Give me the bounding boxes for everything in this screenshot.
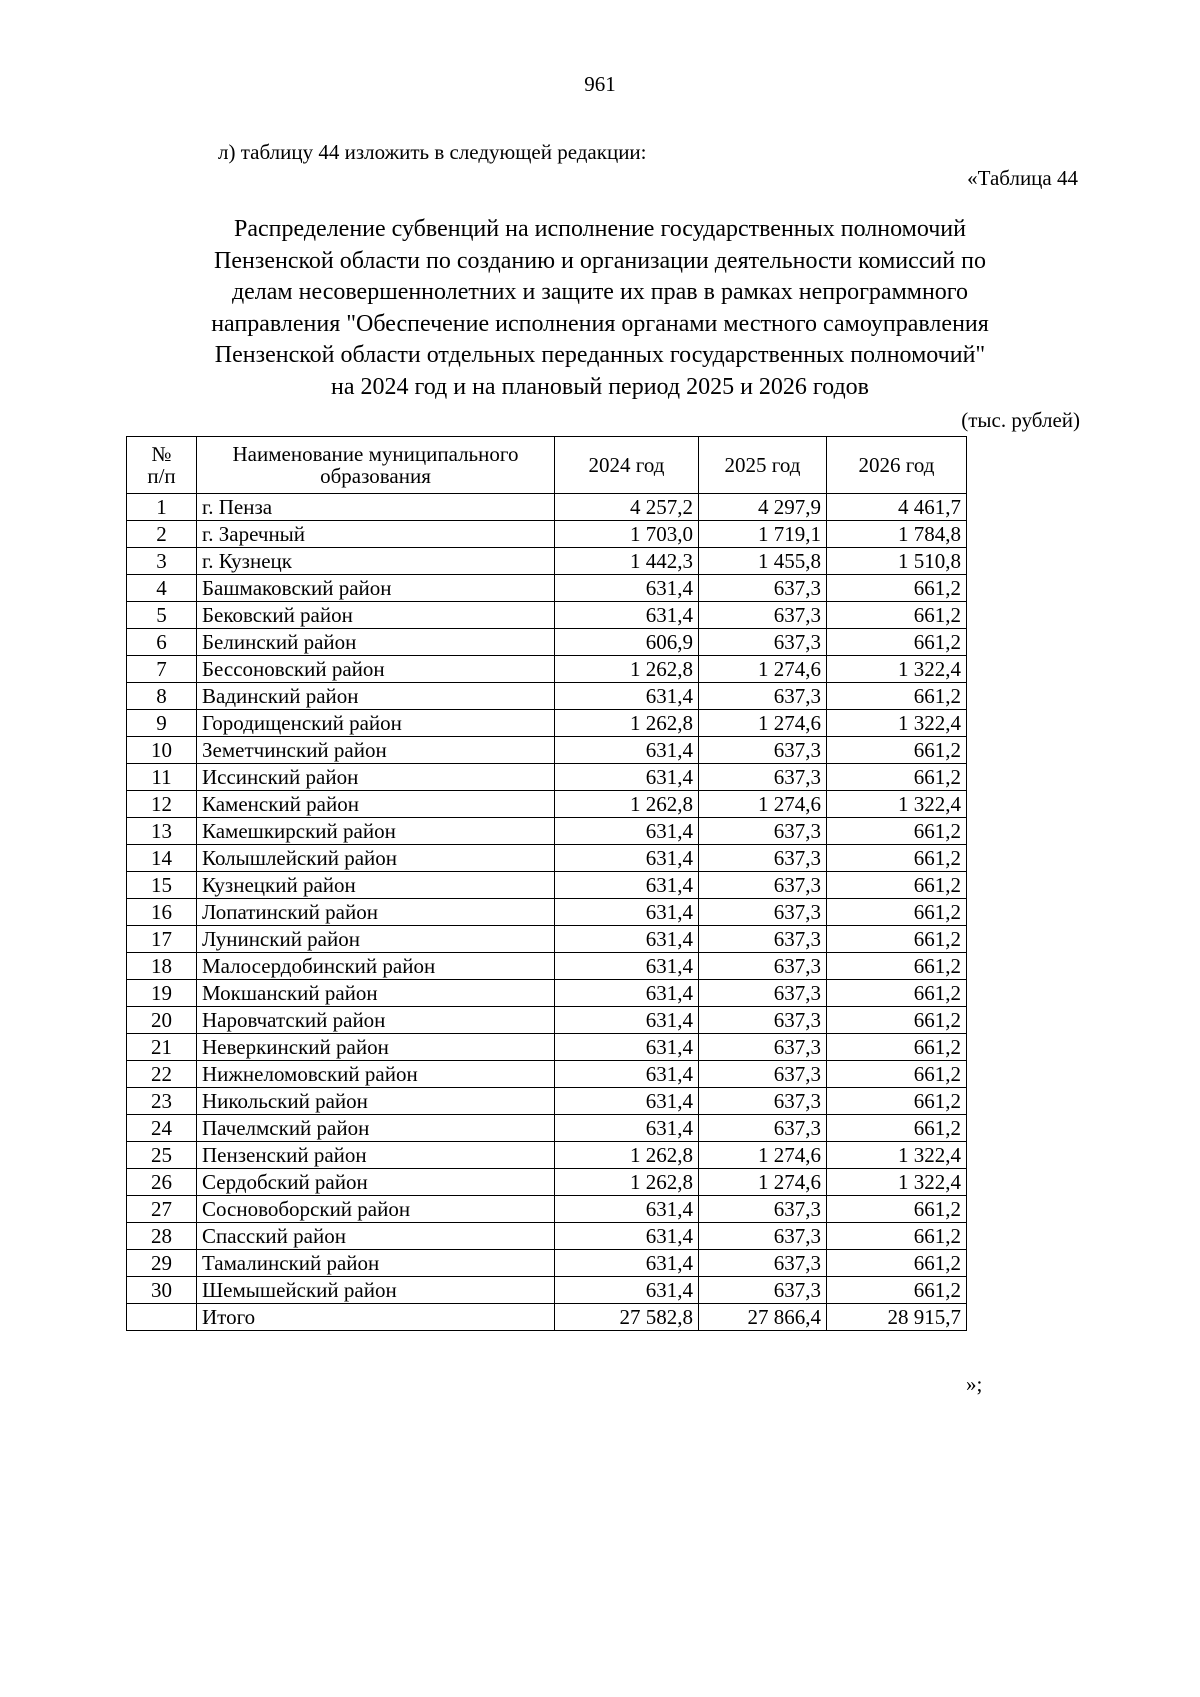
row-name: Бековский район — [197, 602, 555, 629]
table-label: «Таблица 44 — [967, 166, 1078, 190]
row-2024: 1 442,3 — [555, 548, 699, 575]
row-num: 19 — [127, 980, 197, 1007]
row-2025: 1 719,1 — [699, 521, 827, 548]
row-num: 2 — [127, 521, 197, 548]
row-2025: 637,3 — [699, 1115, 827, 1142]
row-2025: 637,3 — [699, 1250, 827, 1277]
table-row — [127, 899, 967, 926]
row-num: 17 — [127, 926, 197, 953]
title-line: Распределение субвенций на исполнение государственных полномочий — [234, 216, 966, 242]
row-2026: 661,2 — [827, 899, 967, 926]
row-2024: 631,4 — [555, 980, 699, 1007]
row-name: Сердобский район — [197, 1169, 555, 1196]
row-num: 24 — [127, 1115, 197, 1142]
table-row — [127, 926, 967, 953]
row-2025: 637,3 — [699, 764, 827, 791]
row-2024: 631,4 — [555, 953, 699, 980]
table-row — [127, 1115, 967, 1142]
row-name: Белинский район — [197, 629, 555, 656]
row-2026: 661,2 — [827, 1115, 967, 1142]
row-2026: 1 322,4 — [827, 710, 967, 737]
row-2024: 631,4 — [555, 1277, 699, 1304]
row-num: 18 — [127, 953, 197, 980]
row-num: 4 — [127, 575, 197, 602]
row-2026: 661,2 — [827, 1088, 967, 1115]
row-2024: 1 262,8 — [555, 791, 699, 818]
row-2024: 631,4 — [555, 1223, 699, 1250]
table-row — [127, 1034, 967, 1061]
row-2026: 661,2 — [827, 575, 967, 602]
row-2024: 631,4 — [555, 1007, 699, 1034]
row-num: 8 — [127, 683, 197, 710]
closing-quote: »; — [966, 1372, 983, 1396]
row-2025: 637,3 — [699, 872, 827, 899]
row-2025: 1 274,6 — [699, 1142, 827, 1169]
row-2026: 1 322,4 — [827, 1142, 967, 1169]
row-2025: 4 297,9 — [699, 494, 827, 521]
row-2025: 637,3 — [699, 1196, 827, 1223]
row-2024: 1 262,8 — [555, 710, 699, 737]
row-2025: 1 274,6 — [699, 1169, 827, 1196]
row-2025: 637,3 — [699, 1223, 827, 1250]
title-line: Пензенской области по созданию и организации деятельности комиссий по — [214, 247, 986, 274]
row-2024: 631,4 — [555, 1196, 699, 1223]
row-2026: 661,2 — [827, 1061, 967, 1088]
row-num: 9 — [127, 710, 197, 737]
table-row — [127, 1277, 967, 1304]
table-row — [127, 764, 967, 791]
row-num: 5 — [127, 602, 197, 629]
row-name: Башмаковский район — [197, 575, 555, 602]
table-row — [127, 737, 967, 764]
row-2025: 637,3 — [699, 899, 827, 926]
row-2026: 1 322,4 — [827, 791, 967, 818]
total-row — [127, 1304, 967, 1331]
row-2026: 661,2 — [827, 737, 967, 764]
row-2024: 631,4 — [555, 1115, 699, 1142]
row-2025: 637,3 — [699, 1277, 827, 1304]
row-2025: 637,3 — [699, 980, 827, 1007]
row-num: 11 — [127, 764, 197, 791]
row-name: Тамалинский район — [197, 1250, 555, 1277]
total-2026: 28 915,7 — [827, 1304, 967, 1331]
row-name: Мокшанский район — [197, 980, 555, 1007]
row-2025: 1 274,6 — [699, 791, 827, 818]
row-2025: 637,3 — [699, 683, 827, 710]
row-name: Иссинский район — [197, 764, 555, 791]
row-num: 15 — [127, 872, 197, 899]
header-2024: 2024 год — [555, 437, 699, 494]
table-row — [127, 602, 967, 629]
row-2024: 1 262,8 — [555, 1169, 699, 1196]
header-2026: 2026 год — [827, 437, 967, 494]
total-label: Итого — [197, 1304, 555, 1331]
row-num: 20 — [127, 1007, 197, 1034]
title-line: направления "Обеспечение исполнения органами местного самоуправления — [211, 310, 989, 337]
row-name: Малосердобинский район — [197, 953, 555, 980]
row-2026: 661,2 — [827, 1250, 967, 1277]
table-row — [127, 710, 967, 737]
row-name: Кузнецкий район — [197, 872, 555, 899]
units-label: (тыс. рублей) — [961, 408, 1080, 432]
row-num: 1 — [127, 494, 197, 521]
row-num: 7 — [127, 656, 197, 683]
table-row — [127, 683, 967, 710]
table-row — [127, 1196, 967, 1223]
table-row — [127, 1223, 967, 1250]
row-2026: 661,2 — [827, 845, 967, 872]
row-name: Неверкинский район — [197, 1034, 555, 1061]
table-row — [127, 1169, 967, 1196]
row-name: Земетчинский район — [197, 737, 555, 764]
header-num-line1: № — [151, 442, 172, 466]
row-2026: 661,2 — [827, 629, 967, 656]
row-2025: 637,3 — [699, 1061, 827, 1088]
row-name: Спасский район — [197, 1223, 555, 1250]
row-2024: 631,4 — [555, 764, 699, 791]
row-num: 22 — [127, 1061, 197, 1088]
row-name: Бессоновский район — [197, 656, 555, 683]
row-num: 10 — [127, 737, 197, 764]
row-2025: 637,3 — [699, 953, 827, 980]
row-2024: 631,4 — [555, 1250, 699, 1277]
row-2026: 661,2 — [827, 926, 967, 953]
table-row — [127, 818, 967, 845]
table-body — [127, 494, 967, 1304]
row-2026: 661,2 — [827, 683, 967, 710]
table-row — [127, 575, 967, 602]
total-2025: 27 866,4 — [699, 1304, 827, 1331]
row-2024: 631,4 — [555, 575, 699, 602]
intro-text: л) таблицу 44 изложить в следующей редакции: — [218, 140, 647, 164]
row-2026: 1 510,8 — [827, 548, 967, 575]
table-row — [127, 521, 967, 548]
row-num: 27 — [127, 1196, 197, 1223]
row-2024: 631,4 — [555, 683, 699, 710]
row-2026: 1 322,4 — [827, 1169, 967, 1196]
row-2024: 631,4 — [555, 926, 699, 953]
table-row — [127, 953, 967, 980]
table-row — [127, 548, 967, 575]
row-2024: 606,9 — [555, 629, 699, 656]
row-num: 6 — [127, 629, 197, 656]
row-name: Нижнеломовский район — [197, 1061, 555, 1088]
row-2024: 1 262,8 — [555, 1142, 699, 1169]
row-2026: 661,2 — [827, 1196, 967, 1223]
row-2024: 631,4 — [555, 737, 699, 764]
table-row — [127, 629, 967, 656]
row-name: Городищенский район — [197, 710, 555, 737]
header-row — [127, 437, 967, 494]
row-name: г. Пенза — [197, 494, 555, 521]
row-2024: 631,4 — [555, 818, 699, 845]
header-2025: 2025 год — [699, 437, 827, 494]
total-num — [127, 1304, 197, 1331]
row-2024: 631,4 — [555, 872, 699, 899]
row-name: г. Кузнецк — [197, 548, 555, 575]
row-2026: 661,2 — [827, 1277, 967, 1304]
row-num: 23 — [127, 1088, 197, 1115]
row-2024: 4 257,2 — [555, 494, 699, 521]
table-row — [127, 1088, 967, 1115]
row-name: Сосновоборский район — [197, 1196, 555, 1223]
table-row — [127, 1061, 967, 1088]
header-num — [127, 437, 197, 494]
row-2026: 661,2 — [827, 953, 967, 980]
row-num: 3 — [127, 548, 197, 575]
row-2024: 631,4 — [555, 845, 699, 872]
row-2024: 631,4 — [555, 602, 699, 629]
row-2025: 1 274,6 — [699, 656, 827, 683]
row-2026: 661,2 — [827, 764, 967, 791]
row-name: Колышлейский район — [197, 845, 555, 872]
row-2025: 637,3 — [699, 926, 827, 953]
row-num: 29 — [127, 1250, 197, 1277]
row-2025: 637,3 — [699, 737, 827, 764]
row-name: Лунинский район — [197, 926, 555, 953]
row-name: Вадинский район — [197, 683, 555, 710]
header-name: Наименование муниципального образования — [197, 437, 555, 494]
row-name: Пензенский район — [197, 1142, 555, 1169]
row-2024: 1 703,0 — [555, 521, 699, 548]
table-row — [127, 980, 967, 1007]
row-name: г. Заречный — [197, 521, 555, 548]
row-2026: 1 784,8 — [827, 521, 967, 548]
row-name: Никольский район — [197, 1088, 555, 1115]
row-num: 26 — [127, 1169, 197, 1196]
row-2024: 631,4 — [555, 899, 699, 926]
table-row — [127, 494, 967, 521]
row-2024: 631,4 — [555, 1088, 699, 1115]
row-name: Пачелмский район — [197, 1115, 555, 1142]
row-num: 14 — [127, 845, 197, 872]
row-name: Лопатинский район — [197, 899, 555, 926]
table-row — [127, 1250, 967, 1277]
row-2024: 631,4 — [555, 1034, 699, 1061]
row-2026: 661,2 — [827, 980, 967, 1007]
row-2025: 637,3 — [699, 1007, 827, 1034]
row-2025: 637,3 — [699, 629, 827, 656]
row-2026: 1 322,4 — [827, 656, 967, 683]
row-2025: 637,3 — [699, 1034, 827, 1061]
row-num: 13 — [127, 818, 197, 845]
row-2025: 1 455,8 — [699, 548, 827, 575]
total-2024: 27 582,8 — [555, 1304, 699, 1331]
row-2024: 1 262,8 — [555, 656, 699, 683]
table-row — [127, 1142, 967, 1169]
table-row — [127, 845, 967, 872]
row-name: Каменский район — [197, 791, 555, 818]
table-row — [127, 1007, 967, 1034]
row-num: 16 — [127, 899, 197, 926]
row-name: Камешкирский район — [197, 818, 555, 845]
row-2026: 661,2 — [827, 872, 967, 899]
table-title — [130, 214, 1070, 404]
title-line: Пензенской области отдельных переданных государственных полномочий" — [214, 342, 986, 369]
row-2025: 637,3 — [699, 818, 827, 845]
row-name: Шемышейский район — [197, 1277, 555, 1304]
row-2025: 637,3 — [699, 845, 827, 872]
title-line: делам несовершеннолетних и защите их прав в рамках непрограммного — [231, 279, 969, 306]
row-num: 30 — [127, 1277, 197, 1304]
row-2024: 631,4 — [555, 1061, 699, 1088]
row-num: 28 — [127, 1223, 197, 1250]
row-num: 25 — [127, 1142, 197, 1169]
row-2026: 661,2 — [827, 1007, 967, 1034]
title-line: на 2024 год и на плановый период 2025 и 2026 годов — [330, 373, 870, 400]
row-2025: 637,3 — [699, 602, 827, 629]
row-num: 12 — [127, 791, 197, 818]
header-num-line2: п/п — [147, 464, 176, 488]
row-2026: 661,2 — [827, 818, 967, 845]
table-row — [127, 791, 967, 818]
row-name: Наровчатский район — [197, 1007, 555, 1034]
table-row — [127, 872, 967, 899]
row-2025: 1 274,6 — [699, 710, 827, 737]
page-number: 961 — [584, 72, 616, 96]
row-2026: 661,2 — [827, 1034, 967, 1061]
row-2026: 4 461,7 — [827, 494, 967, 521]
row-num: 21 — [127, 1034, 197, 1061]
row-2025: 637,3 — [699, 575, 827, 602]
row-2026: 661,2 — [827, 1223, 967, 1250]
table-row — [127, 656, 967, 683]
row-2025: 637,3 — [699, 1088, 827, 1115]
subventions-table — [126, 436, 967, 1331]
row-2026: 661,2 — [827, 602, 967, 629]
